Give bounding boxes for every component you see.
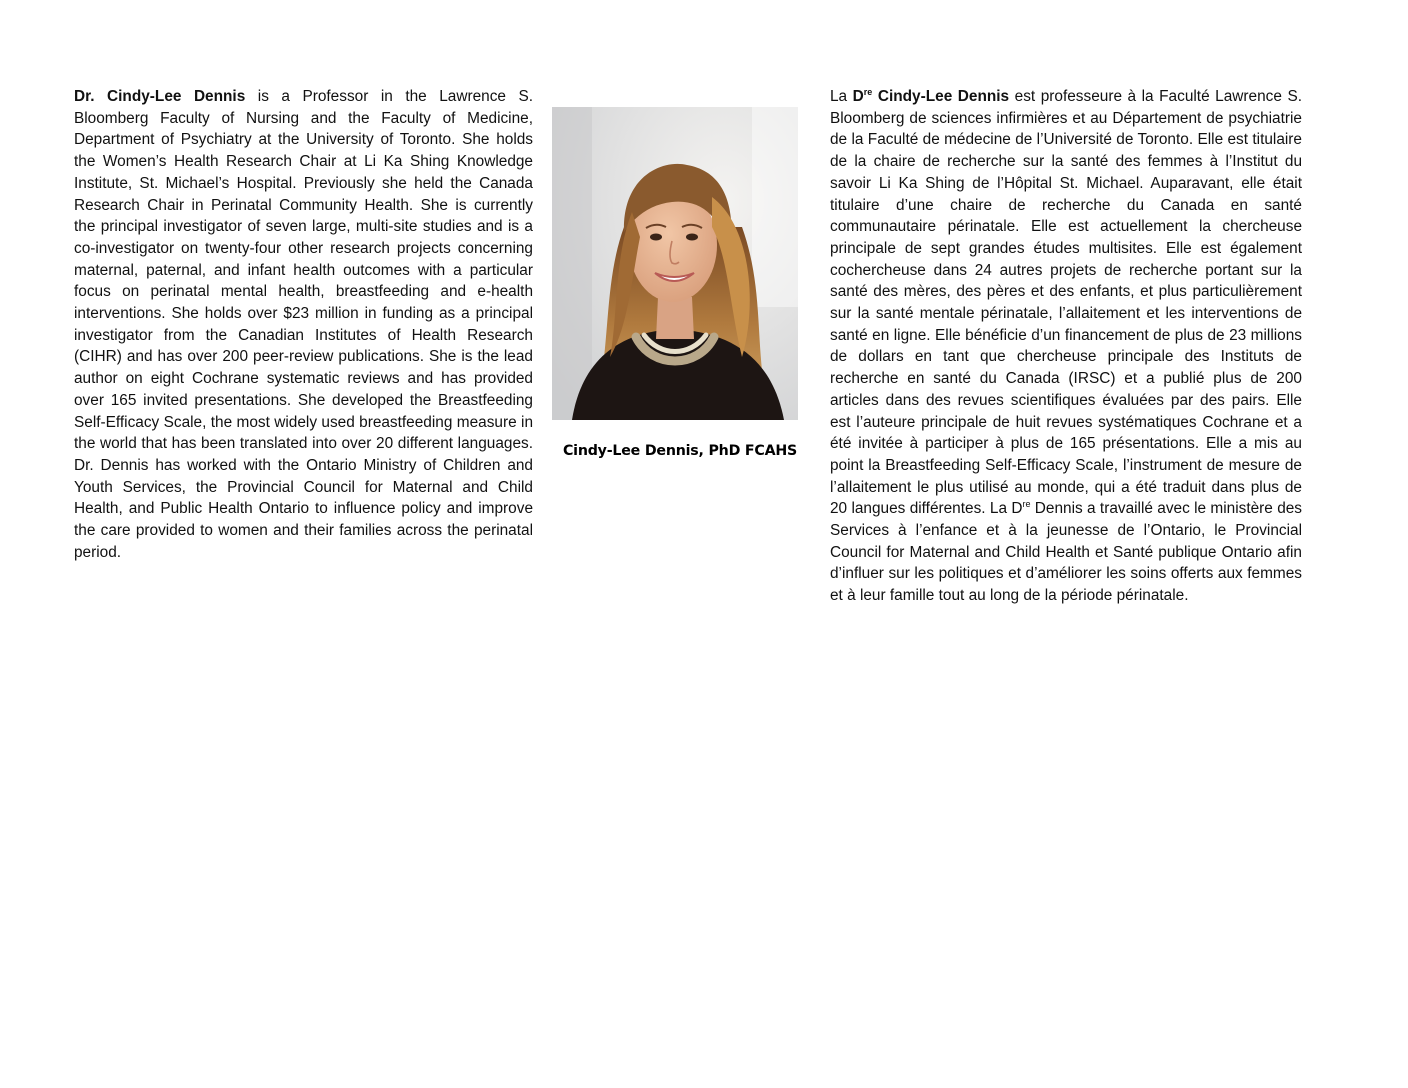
- english-bio-name: Dr. Cindy-Lee Dennis: [74, 88, 246, 105]
- french-bio-name-text: Cindy-Lee Dennis: [872, 88, 1010, 105]
- english-bio-text: is a Professor in the Lawrence S. Bloomberg Faculty of Nursing and the Faculty of Medicine, Department of Psychiatry at the University of Toronto. She holds the Women’s Health Research Chair at Li Ka Shing Knowledge Institute, St. Michael’s Hospital. Previously she held the Canada Research Chair in Perinatal Community Health. She is currently the principal investigator of seven large, multi-site studies and is a co-investigator on twenty-four other research projects concerning maternal, paternal, and infant health outcomes with a particular focus on perinatal mental health, breastfeeding and e-health interventions. She holds over $23 million in funding as a principal investigator from the Canadian Institutes of Health Research (CIHR) and has over 200 peer-review publications. She is the lead author on eight Cochrane systematic reviews and has provided over 165 invited presentations. She developed the Breastfeeding Self-Efficacy Scale, the most widely used breastfeeding measure in the world that has been translated into over 20 different languages. Dr. Dennis has worked with the Ontario Ministry of Children and Youth Services, the Provincial Council for Maternal and Child Health, and Public Health Ontario to influence policy and improve the care provided to women and their families across the perinatal period.: [74, 88, 533, 561]
- english-bio-paragraph: [74, 86, 533, 563]
- portrait-photo: [552, 107, 798, 420]
- french-title-d: D: [852, 88, 864, 105]
- french-bio-paragraph: [830, 86, 1302, 607]
- french-title-superscript: re: [863, 87, 873, 97]
- french-body-superscript: re: [1022, 499, 1031, 510]
- photo-caption: Cindy-Lee Dennis, PhD FCAHS: [562, 443, 798, 459]
- french-bio-text-continued: Dennis a travaillé avec le ministère des Services à l’enfance et à la jeunesse de l’Ontario, le Provincial Council for Maternal and Child Health et Santé publique Ontario afin d’influer sur les politiques et d’améliorer les soins offerts aux femmes et à leur famille tout au long de la période périnatale.: [830, 500, 1303, 605]
- french-bio-intro: La: [830, 88, 853, 105]
- french-bio-name: [853, 88, 1009, 105]
- french-bio-text: est professeure à la Faculté Lawrence S. Bloomberg de sciences infirmières et au Département de psychiatrie de la Faculté de médecine de l’Université de Toronto. Elle est titulaire de la chaire de recherche sur la santé des femmes à l’Institut du savoir Li Ka Shing de l’Hôpital St. Michael. Auparavant, elle était titulaire d’une chaire de recherche du Canada en santé communautaire périnatale. Elle est actuellement la chercheuse principale de sept grandes études multisites. Elle est également cochercheuse dans 24 autres projets de recherche portant sur la santé des mères, des pères et des enfants, et plus particulièrement sur la santé mentale périnatale, l’allaitement et les interventions de santé en ligne. Elle bénéficie d’un financement de plus de 23 millions de dollars en tant que chercheuse principale des Instituts de recherche en santé du Canada (IRSC) et a publié plus de 200 articles dans des revues scientifiques évaluées par des pairs. Elle est l’auteure principale de huit revues systématiques Cochrane et a été invitée à participer à plus de 165 présentations. Elle a mis au point la Breastfeeding Self-Efficacy Scale, l’instrument de mesure de l’allaitement le plus utilisé au monde, qui a été traduit dans plus de 20 langues différentes. La D: [830, 88, 1302, 518]
